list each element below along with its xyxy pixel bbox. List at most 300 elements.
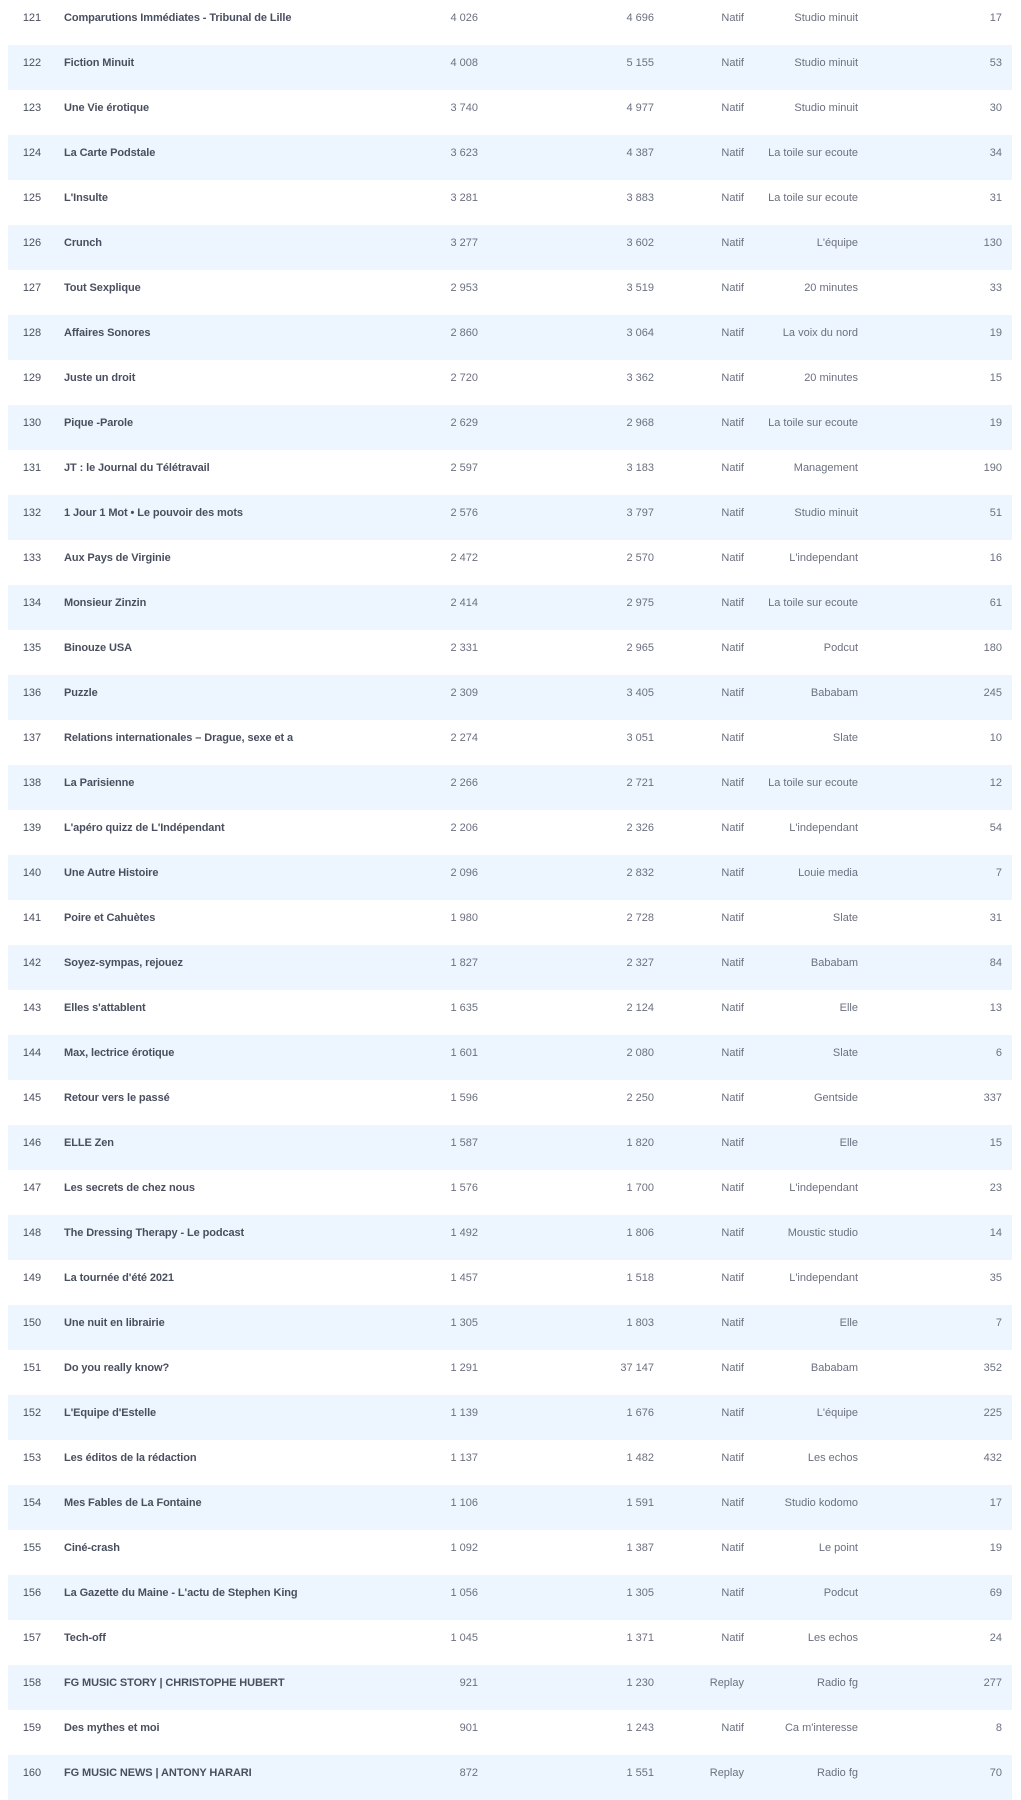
rank-cell: 144 [22,1047,42,1059]
podcast-title: Comparutions Immédiates - Tribunal de Lille [64,12,292,24]
podcast-title: La tournée d'été 2021 [64,1272,174,1284]
episodes-count: 31 [989,192,1002,204]
publisher-cell: Les echos [807,1632,858,1644]
listens-value: 1 587 [450,1137,478,1149]
downloads-value: 37 147 [620,1362,654,1374]
listens-value: 1 106 [450,1497,478,1509]
table-row[interactable] [8,315,1012,360]
table-row[interactable] [8,990,1012,1035]
podcast-title: FG MUSIC STORY | CHRISTOPHE HUBERT [64,1677,285,1689]
type-cell: Natif [721,1362,744,1374]
publisher-cell: La toile sur ecoute [768,417,858,429]
rank-cell: 151 [22,1362,42,1374]
rank-cell: 141 [22,912,42,924]
rank-cell: 154 [22,1497,42,1509]
table-row[interactable] [8,1215,1012,1260]
table-row[interactable] [8,495,1012,540]
episodes-count: 130 [983,237,1002,249]
type-cell: Natif [721,1137,744,1149]
type-cell: Natif [721,462,744,474]
episodes-count: 14 [989,1227,1002,1239]
type-cell: Natif [721,12,744,24]
downloads-value: 3 519 [626,282,654,294]
listens-value: 2 274 [450,732,478,744]
downloads-value: 4 387 [626,147,654,159]
publisher-cell: Slate [832,1047,858,1059]
podcast-title: Les éditos de la rédaction [64,1452,197,1464]
type-cell: Natif [721,1587,744,1599]
downloads-value: 1 230 [626,1677,654,1689]
rank-cell: 121 [22,12,42,24]
listens-value: 2 953 [450,282,478,294]
episodes-count: 54 [989,822,1002,834]
listens-value: 2 096 [450,867,478,879]
rank-cell: 136 [22,687,42,699]
listens-value: 1 092 [450,1542,478,1554]
table-row[interactable] [8,900,1012,945]
downloads-value: 1 371 [626,1632,654,1644]
downloads-value: 3 064 [626,327,654,339]
episodes-count: 15 [989,372,1002,384]
downloads-value: 4 977 [626,102,654,114]
publisher-cell: 20 minutes [804,282,858,294]
publisher-cell: Les echos [807,1452,858,1464]
downloads-value: 2 080 [626,1047,654,1059]
downloads-value: 1 700 [626,1182,654,1194]
type-cell: Natif [721,777,744,789]
podcast-title: Crunch [64,237,102,249]
rank-cell: 160 [22,1767,42,1779]
type-cell: Natif [721,1542,744,1554]
podcast-title: Les secrets de chez nous [64,1182,195,1194]
type-cell: Natif [721,417,744,429]
episodes-count: 84 [989,957,1002,969]
listens-value: 3 623 [450,147,478,159]
downloads-value: 3 405 [626,687,654,699]
table-row[interactable] [8,135,1012,180]
table-row[interactable] [8,1395,1012,1440]
publisher-cell: Le point [818,1542,858,1554]
table-row[interactable] [8,1755,1012,1800]
table-row[interactable] [8,90,1012,135]
podcast-title: L'Equipe d'Estelle [64,1407,157,1419]
podcast-title: Binouze USA [64,642,132,654]
publisher-cell: L'équipe [816,237,858,249]
downloads-value: 1 591 [626,1497,654,1509]
episodes-count: 8 [995,1722,1002,1734]
podcast-title: Max, lectrice érotique [64,1047,175,1059]
type-cell: Natif [721,1632,744,1644]
type-cell: Natif [721,1407,744,1419]
rank-cell: 149 [22,1272,42,1284]
episodes-count: 16 [989,552,1002,564]
podcast-title: Soyez-sympas, rejouez [64,957,183,969]
table-row[interactable] [8,1665,1012,1710]
listens-value: 2 309 [450,687,478,699]
publisher-cell: Bababam [810,957,858,969]
podcast-title: La Gazette du Maine - L'actu de Stephen King [64,1587,298,1599]
downloads-value: 2 728 [626,912,654,924]
publisher-cell: L'équipe [816,1407,858,1419]
episodes-count: 7 [995,1317,1002,1329]
podcast-title: ELLE Zen [64,1137,114,1149]
table-row[interactable] [8,1575,1012,1620]
downloads-value: 2 124 [626,1002,654,1014]
episodes-count: 7 [995,867,1002,879]
type-cell: Natif [721,1092,744,1104]
table-row[interactable] [8,675,1012,720]
podcast-title: Une nuit en librairie [64,1317,165,1329]
rank-cell: 150 [22,1317,42,1329]
podcast-title: La Parisienne [64,777,135,789]
type-cell: Natif [721,552,744,564]
type-cell: Natif [721,1722,744,1734]
listens-value: 4 008 [450,57,478,69]
rank-cell: 134 [22,597,42,609]
rank-cell: 137 [22,732,42,744]
type-cell: Natif [721,867,744,879]
downloads-value: 2 570 [626,552,654,564]
type-cell: Natif [721,147,744,159]
publisher-cell: Slate [832,912,858,924]
downloads-value: 2 965 [626,642,654,654]
rank-cell: 159 [22,1722,42,1734]
type-cell: Replay [709,1767,744,1779]
listens-value: 1 045 [450,1632,478,1644]
rank-cell: 124 [22,147,42,159]
listens-value: 2 472 [450,552,478,564]
podcast-title: Juste un droit [64,372,136,384]
publisher-cell: Studio minuit [794,102,858,114]
publisher-cell: La voix du nord [782,327,858,339]
rank-cell: 135 [22,642,42,654]
downloads-value: 1 518 [626,1272,654,1284]
rank-cell: 157 [22,1632,42,1644]
table-row[interactable] [8,585,1012,630]
listens-value: 1 291 [450,1362,478,1374]
type-cell: Natif [721,822,744,834]
type-cell: Natif [721,372,744,384]
episodes-count: 70 [989,1767,1002,1779]
publisher-cell: Radio fg [817,1767,858,1779]
rank-cell: 138 [22,777,42,789]
type-cell: Natif [721,687,744,699]
publisher-cell: Studio minuit [794,12,858,24]
listens-value: 2 576 [450,507,478,519]
listens-value: 3 277 [450,237,478,249]
table-row[interactable] [8,1530,1012,1575]
podcast-title: Do you really know? [64,1362,170,1374]
rank-cell: 152 [22,1407,42,1419]
listens-value: 1 305 [450,1317,478,1329]
rank-cell: 123 [22,102,42,114]
downloads-value: 2 975 [626,597,654,609]
episodes-count: 432 [983,1452,1002,1464]
podcast-title: La Carte Podstale [64,147,156,159]
rank-cell: 129 [22,372,42,384]
publisher-cell: Studio minuit [794,507,858,519]
episodes-count: 30 [989,102,1002,114]
table-row[interactable] [8,1710,1012,1755]
episodes-count: 31 [989,912,1002,924]
listens-value: 1 827 [450,957,478,969]
type-cell: Natif [721,597,744,609]
podcast-title: JT : le Journal du Télétravail [64,462,210,474]
type-cell: Natif [721,1497,744,1509]
podcast-title: L'Insulte [64,192,108,204]
listens-value: 1 056 [450,1587,478,1599]
table-row[interactable] [8,1125,1012,1170]
episodes-count: 190 [983,462,1002,474]
downloads-value: 3 362 [626,372,654,384]
rank-cell: 125 [22,192,42,204]
episodes-count: 13 [989,1002,1002,1014]
listens-value: 901 [459,1722,478,1734]
podcast-title: Des mythes et moi [64,1722,160,1734]
listens-value: 1 980 [450,912,478,924]
podcast-title: Tout Sexplique [64,282,141,294]
episodes-count: 337 [983,1092,1002,1104]
listens-value: 872 [459,1767,478,1779]
podcast-title: Aux Pays de Virginie [64,552,171,564]
publisher-cell: Slate [832,732,858,744]
type-cell: Natif [721,192,744,204]
downloads-value: 1 305 [626,1587,654,1599]
type-cell: Natif [721,237,744,249]
table-row[interactable] [8,1170,1012,1215]
podcast-title: Relations internationales – Drague, sexe et a [64,732,294,744]
publisher-cell: L'independant [789,1272,858,1284]
listens-value: 1 601 [450,1047,478,1059]
listens-value: 2 629 [450,417,478,429]
rank-cell: 145 [22,1092,42,1104]
rank-cell: 127 [22,282,42,294]
publisher-cell: Ca m'interesse [784,1722,858,1734]
rank-cell: 133 [22,552,42,564]
type-cell: Natif [721,1002,744,1014]
type-cell: Natif [721,957,744,969]
listens-value: 2 331 [450,642,478,654]
listens-value: 2 860 [450,327,478,339]
rank-cell: 130 [22,417,42,429]
downloads-value: 1 803 [626,1317,654,1329]
table-row[interactable] [8,1485,1012,1530]
podcast-title: Mes Fables de La Fontaine [64,1497,202,1509]
publisher-cell: La toile sur ecoute [768,147,858,159]
listens-value: 4 026 [450,12,478,24]
podcast-title: The Dressing Therapy - Le podcast [64,1227,245,1239]
listens-value: 2 414 [450,597,478,609]
rank-cell: 126 [22,237,42,249]
downloads-value: 3 883 [626,192,654,204]
downloads-value: 1 482 [626,1452,654,1464]
downloads-value: 3 183 [626,462,654,474]
downloads-value: 2 327 [626,957,654,969]
downloads-value: 2 326 [626,822,654,834]
podcast-title: Monsieur Zinzin [64,597,147,609]
table-row[interactable] [8,45,1012,90]
type-cell: Natif [721,507,744,519]
episodes-count: 19 [989,327,1002,339]
episodes-count: 61 [989,597,1002,609]
table-row[interactable] [8,720,1012,765]
episodes-count: 12 [989,777,1002,789]
podcast-title: 1 Jour 1 Mot • Le pouvoir des mots [64,507,243,519]
downloads-value: 3 602 [626,237,654,249]
rank-cell: 142 [22,957,42,969]
episodes-count: 277 [983,1677,1002,1689]
episodes-count: 19 [989,1542,1002,1554]
publisher-cell: Moustic studio [787,1227,858,1239]
type-cell: Natif [721,102,744,114]
rank-cell: 140 [22,867,42,879]
podcast-title: Pique -Parole [64,417,133,429]
downloads-value: 1 243 [626,1722,654,1734]
table-row[interactable] [8,1620,1012,1665]
listens-value: 2 720 [450,372,478,384]
rank-cell: 153 [22,1452,42,1464]
publisher-cell: Bababam [810,687,858,699]
type-cell: Natif [721,1452,744,1464]
type-cell: Natif [721,1272,744,1284]
table-row[interactable] [8,360,1012,405]
downloads-value: 2 250 [626,1092,654,1104]
publisher-cell: Elle [839,1137,858,1149]
rank-cell: 122 [22,57,42,69]
downloads-value: 1 676 [626,1407,654,1419]
listens-value: 1 492 [450,1227,478,1239]
publisher-cell: La toile sur ecoute [768,597,858,609]
table-row[interactable] [8,270,1012,315]
listens-value: 3 281 [450,192,478,204]
listens-value: 1 576 [450,1182,478,1194]
episodes-count: 15 [989,1137,1002,1149]
rank-cell: 155 [22,1542,42,1554]
rank-cell: 158 [22,1677,42,1689]
table-row[interactable] [8,810,1012,855]
podcast-title: Retour vers le passé [64,1092,170,1104]
rank-cell: 147 [22,1182,42,1194]
publisher-cell: Podcut [823,642,858,654]
publisher-cell: Radio fg [817,1677,858,1689]
table-row[interactable] [8,1305,1012,1350]
downloads-value: 2 832 [626,867,654,879]
publisher-cell: L'independant [789,1182,858,1194]
episodes-count: 24 [989,1632,1002,1644]
table-row[interactable] [8,765,1012,810]
downloads-value: 4 696 [626,12,654,24]
podcast-title: L'apéro quizz de L'Indépendant [64,822,225,834]
type-cell: Natif [721,57,744,69]
listens-value: 1 457 [450,1272,478,1284]
publisher-cell: Louie media [798,867,858,879]
type-cell: Natif [721,327,744,339]
podcast-title: Elles s'attablent [64,1002,146,1014]
episodes-count: 17 [989,12,1002,24]
listens-value: 1 137 [450,1452,478,1464]
downloads-value: 5 155 [626,57,654,69]
episodes-count: 6 [995,1047,1002,1059]
downloads-value: 3 797 [626,507,654,519]
rank-cell: 131 [22,462,42,474]
episodes-count: 352 [983,1362,1002,1374]
podcast-title: Ciné-crash [64,1542,120,1554]
listens-value: 3 740 [450,102,478,114]
table-row[interactable] [8,1260,1012,1305]
table-row[interactable] [8,1035,1012,1080]
publisher-cell: Management [793,462,858,474]
episodes-count: 51 [989,507,1002,519]
table-row[interactable] [8,180,1012,225]
table-row[interactable] [8,1080,1012,1125]
downloads-value: 1 820 [626,1137,654,1149]
publisher-cell: Studio minuit [794,57,858,69]
publisher-cell: Podcut [823,1587,858,1599]
table-row[interactable] [8,0,1012,45]
podcast-title: Fiction Minuit [64,57,135,69]
downloads-value: 1 387 [626,1542,654,1554]
downloads-value: 2 968 [626,417,654,429]
publisher-cell: L'independant [789,552,858,564]
listens-value: 1 596 [450,1092,478,1104]
publisher-cell: Elle [839,1317,858,1329]
table-row[interactable] [8,540,1012,585]
podcast-title: Poire et Cahuètes [64,912,156,924]
episodes-count: 10 [989,732,1002,744]
rank-cell: 143 [22,1002,42,1014]
listens-value: 2 597 [450,462,478,474]
podcast-title: Une Autre Histoire [64,867,159,879]
listens-value: 1 635 [450,1002,478,1014]
type-cell: Natif [721,1227,744,1239]
rank-cell: 132 [22,507,42,519]
listens-value: 921 [459,1677,478,1689]
table-row[interactable] [8,1350,1012,1395]
rank-cell: 148 [22,1227,42,1239]
publisher-cell: Gentside [813,1092,858,1104]
episodes-count: 33 [989,282,1002,294]
episodes-count: 225 [983,1407,1002,1419]
rank-cell: 146 [22,1137,42,1149]
episodes-count: 69 [989,1587,1002,1599]
table-row[interactable] [8,405,1012,450]
listens-value: 2 206 [450,822,478,834]
podcast-title: FG MUSIC NEWS | ANTONY HARARI [64,1767,252,1779]
podcast-title: Affaires Sonores [64,327,151,339]
type-cell: Natif [721,1317,744,1329]
episodes-count: 23 [989,1182,1002,1194]
rank-cell: 156 [22,1587,42,1599]
table-row[interactable] [8,945,1012,990]
publisher-cell: La toile sur ecoute [768,192,858,204]
episodes-count: 19 [989,417,1002,429]
downloads-value: 1 551 [626,1767,654,1779]
publisher-cell: Bababam [810,1362,858,1374]
listens-value: 2 266 [450,777,478,789]
rank-cell: 139 [22,822,42,834]
table-row[interactable] [8,855,1012,900]
table-row[interactable] [8,225,1012,270]
episodes-count: 245 [983,687,1002,699]
table-row[interactable] [8,1440,1012,1485]
publisher-cell: 20 minutes [804,372,858,384]
table-row[interactable] [8,630,1012,675]
table-row[interactable] [8,450,1012,495]
type-cell: Replay [709,1677,744,1689]
type-cell: Natif [721,732,744,744]
episodes-count: 180 [983,642,1002,654]
downloads-value: 3 051 [626,732,654,744]
